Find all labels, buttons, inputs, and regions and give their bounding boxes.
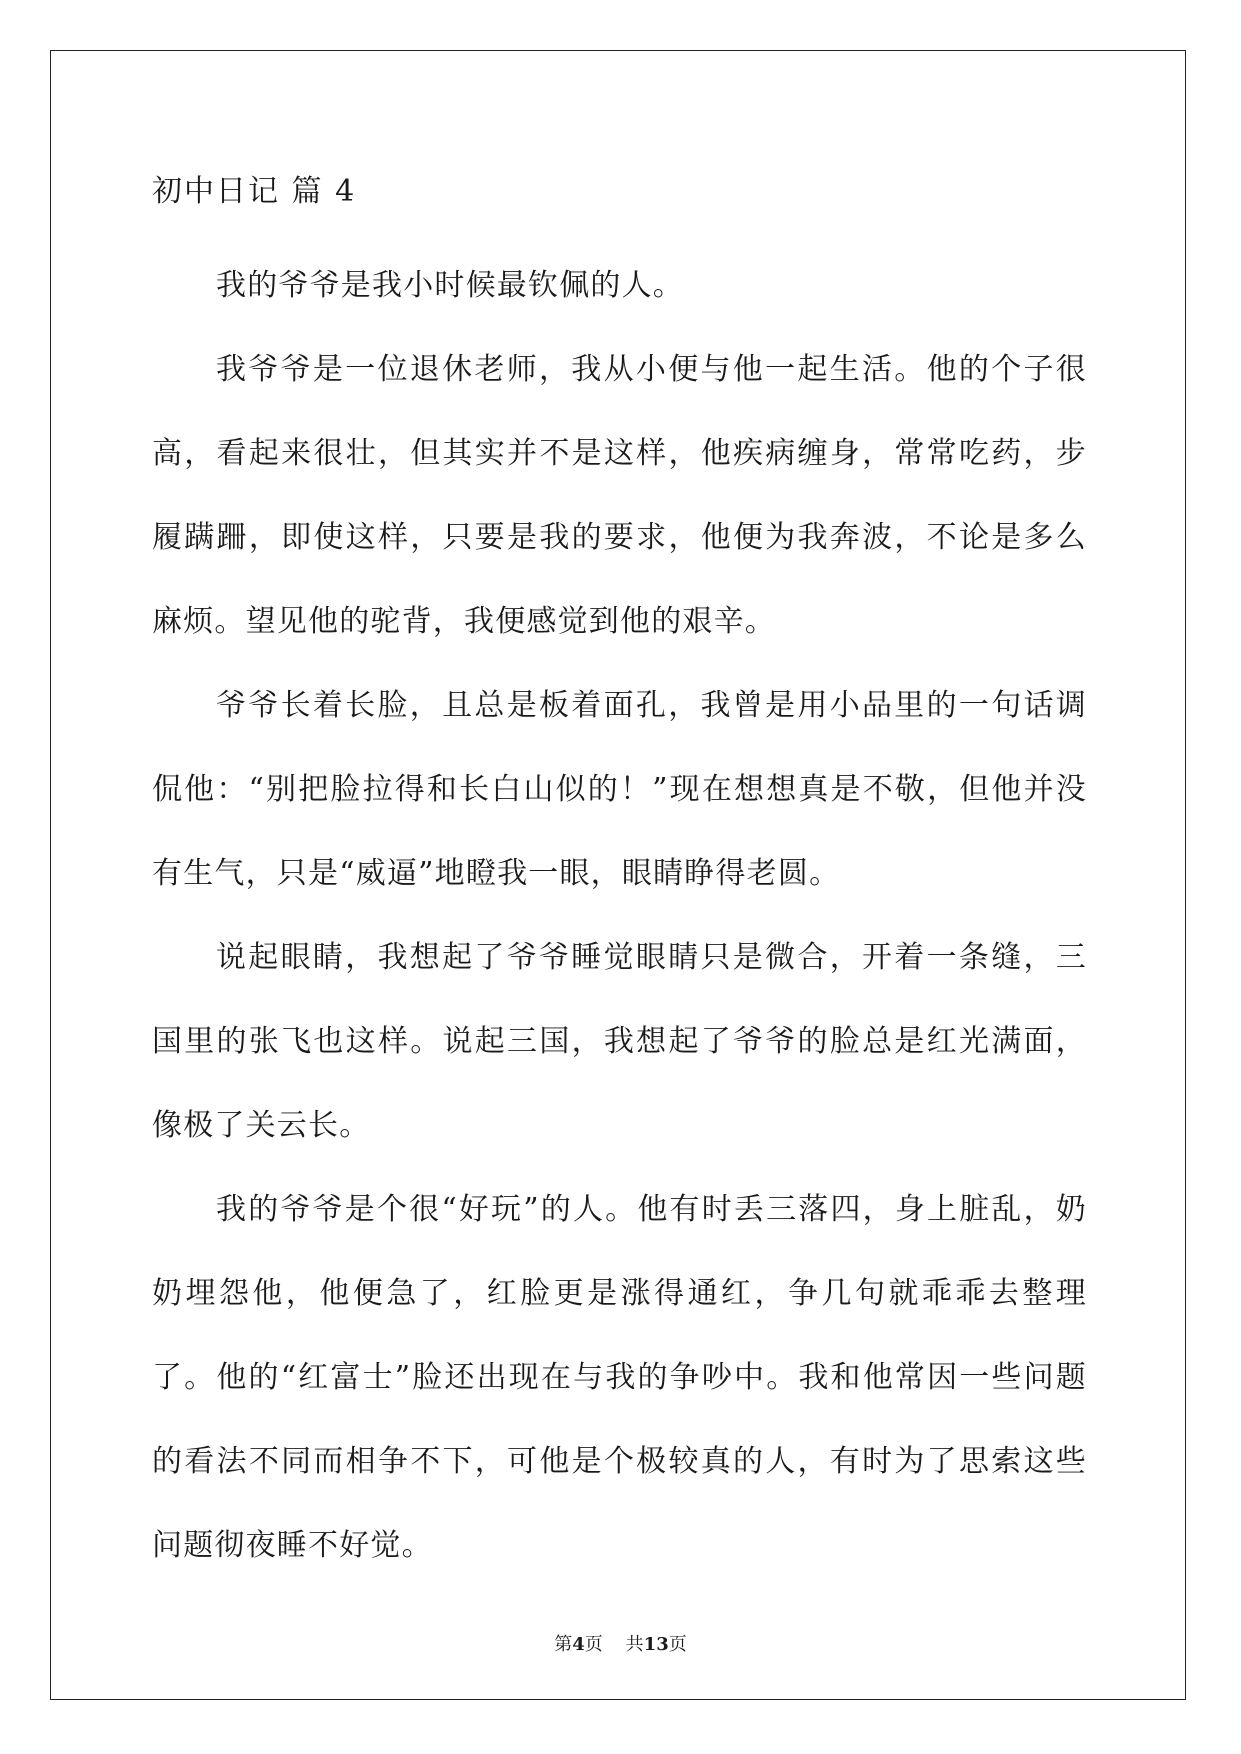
page-footer xyxy=(0,1630,1241,1656)
paragraph-3: 爷爷长着长脸，且总是板着面孔，我曾是用小品里的一句话调侃他：“别把脸拉得和长白山似的！”现在想想真是不敬，但他并没有生气，只是“威逼”地瞪我一眼，眼睛睁得老圆。 xyxy=(152,688,1087,891)
paragraph-5: 我的爷爷是个很“好玩”的人。他有时丢三落四，身上脏乱，奶奶埋怨他，他便急了，红脸更是涨得通红，争几句就乖乖去整理了。他的“红富士”脸还出现在与我的争吵中。我和他常因一些问题的看法不同而相争不下，可他是个极较真的人，有时为了思索这些问题彻夜睡不好觉。 xyxy=(152,1192,1087,1563)
paragraph-4: 说起眼睛，我想起了爷爷睡觉眼睛只是微合，开着一条缝，三国里的张飞也这样。说起三国，我想起了爷爷的脸总是红光满面，像极了关云长。 xyxy=(152,940,1087,1143)
page-suffix: 页 xyxy=(584,1634,603,1655)
total-prefix: 共 xyxy=(625,1634,644,1655)
total-pages: 13 xyxy=(643,1634,669,1655)
paragraph-2: 我爷爷是一位退休老师，我从小便与他一起生活。他的个子很高，看起来很壮，但其实并不是这样，他疾病缠身，常常吃药，步履蹒跚，即使这样，只要是我的要求，他便为我奔波，不论是多么麻烦。望见他的驼背，我便感觉到他的艰辛。 xyxy=(152,352,1087,639)
paragraph-1: 我的爷爷是我小时候最钦佩的人。 xyxy=(216,268,684,303)
document-title: 初中日记 篇 4 xyxy=(152,174,357,209)
page-number: 4 xyxy=(572,1634,585,1655)
total-suffix: 页 xyxy=(668,1634,687,1655)
page-prefix: 第 xyxy=(554,1634,573,1655)
document-body xyxy=(152,162,1087,1588)
